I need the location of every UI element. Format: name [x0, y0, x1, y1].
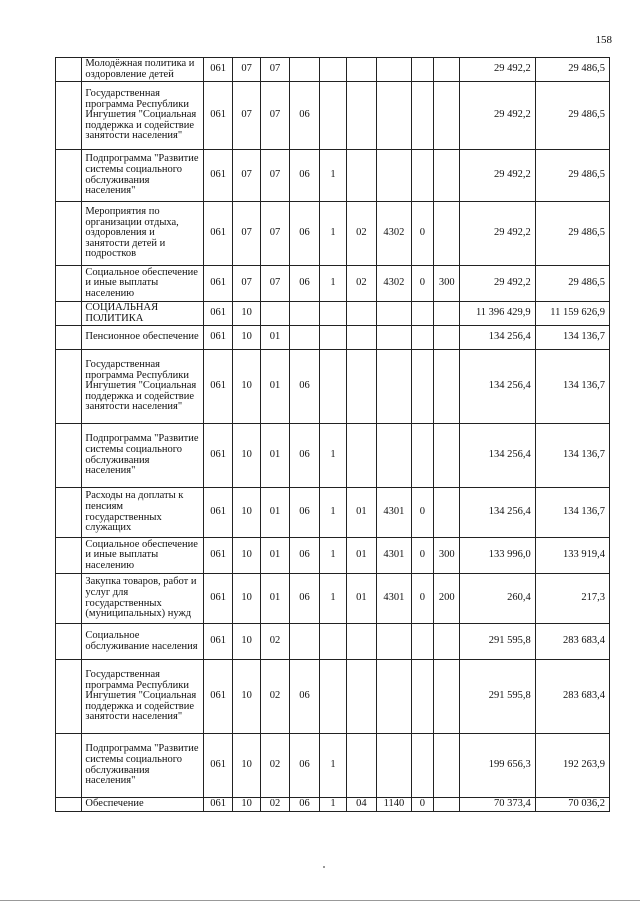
- code-section-cell: 10: [232, 538, 260, 574]
- code-section-cell: 10: [232, 660, 260, 734]
- code-direction-cell: [377, 350, 412, 424]
- code-ministry-cell: 061: [204, 58, 232, 82]
- amount-planned-cell: 29 492,2: [460, 150, 535, 202]
- amount-planned-cell: 11 396 429,9: [460, 302, 535, 326]
- amount-actual-cell: 134 136,7: [535, 326, 609, 350]
- code-subprogram-cell: [320, 350, 346, 424]
- amount-planned-cell: 29 492,2: [460, 266, 535, 302]
- code-ministry-cell: 061: [204, 734, 232, 798]
- code-ministry-cell: 061: [204, 624, 232, 660]
- code-activity-cell: [346, 424, 376, 488]
- code-section-cell: 10: [232, 302, 260, 326]
- table-row: [56, 798, 610, 812]
- code-subsection-cell: 01: [261, 488, 289, 538]
- amount-planned-cell: 134 256,4: [460, 326, 535, 350]
- amount-actual-cell: 70 036,2: [535, 798, 609, 812]
- code-direction-cell: [377, 624, 412, 660]
- code-subsection-cell: 01: [261, 350, 289, 424]
- code-program-cell: 06: [289, 150, 319, 202]
- row-margin-cell: [56, 302, 82, 326]
- code-section-cell: 10: [232, 488, 260, 538]
- code-activity-cell: [346, 326, 376, 350]
- code-expense-type-cell: [434, 150, 460, 202]
- amount-actual-cell: 134 136,7: [535, 424, 609, 488]
- code-direction-cell: [377, 424, 412, 488]
- code-program-cell: [289, 326, 319, 350]
- code-program-cell: [289, 624, 319, 660]
- code-expense-type-cell: [434, 734, 460, 798]
- budget-table: [55, 57, 610, 812]
- table-row: [56, 424, 610, 488]
- code-subprogram-cell: 1: [320, 574, 346, 624]
- amount-actual-cell: 29 486,5: [535, 150, 609, 202]
- code-ministry-cell: 061: [204, 82, 232, 150]
- amount-planned-cell: 29 492,2: [460, 82, 535, 150]
- row-margin-cell: [56, 326, 82, 350]
- code-section-cell: 10: [232, 798, 260, 812]
- code-ministry-cell: 061: [204, 424, 232, 488]
- code-extra-cell: [411, 424, 433, 488]
- code-direction-cell: [377, 734, 412, 798]
- table-row: [56, 350, 610, 424]
- item-name-cell: Социальное обеспечение и иные выплаты населению: [82, 266, 204, 302]
- code-ministry-cell: 061: [204, 266, 232, 302]
- code-activity-cell: [346, 624, 376, 660]
- table-row: [56, 538, 610, 574]
- code-extra-cell: 0: [411, 798, 433, 812]
- item-name-cell: Обеспечение: [82, 798, 204, 812]
- item-name-cell: Социальное обслуживание населения: [82, 624, 204, 660]
- amount-actual-cell: 133 919,4: [535, 538, 609, 574]
- code-extra-cell: 0: [411, 574, 433, 624]
- code-extra-cell: 0: [411, 266, 433, 302]
- code-ministry-cell: 061: [204, 350, 232, 424]
- code-expense-type-cell: [434, 202, 460, 266]
- code-expense-type-cell: [434, 326, 460, 350]
- code-section-cell: 07: [232, 58, 260, 82]
- code-direction-cell: 4302: [377, 266, 412, 302]
- code-ministry-cell: 061: [204, 488, 232, 538]
- row-margin-cell: [56, 82, 82, 150]
- code-program-cell: 06: [289, 82, 319, 150]
- table-row: [56, 302, 610, 326]
- code-subprogram-cell: [320, 82, 346, 150]
- code-subsection-cell: 01: [261, 538, 289, 574]
- code-extra-cell: [411, 302, 433, 326]
- row-margin-cell: [56, 798, 82, 812]
- code-program-cell: 06: [289, 350, 319, 424]
- code-section-cell: 10: [232, 350, 260, 424]
- item-name-cell: Расходы на доплаты к пенсиям государственных служащих: [82, 488, 204, 538]
- code-subprogram-cell: 1: [320, 424, 346, 488]
- amount-planned-cell: 199 656,3: [460, 734, 535, 798]
- table-row: [56, 150, 610, 202]
- code-ministry-cell: 061: [204, 326, 232, 350]
- code-activity-cell: 01: [346, 538, 376, 574]
- code-direction-cell: [377, 82, 412, 150]
- amount-actual-cell: 29 486,5: [535, 58, 609, 82]
- code-ministry-cell: 061: [204, 302, 232, 326]
- amount-planned-cell: 134 256,4: [460, 424, 535, 488]
- table-row: [56, 734, 610, 798]
- table-row: [56, 326, 610, 350]
- table-row: [56, 660, 610, 734]
- table-row: [56, 574, 610, 624]
- table-row: [56, 202, 610, 266]
- code-activity-cell: [346, 350, 376, 424]
- code-expense-type-cell: 300: [434, 538, 460, 574]
- table-row: [56, 58, 610, 82]
- code-activity-cell: [346, 734, 376, 798]
- code-extra-cell: [411, 350, 433, 424]
- row-margin-cell: [56, 624, 82, 660]
- table-body: [56, 58, 610, 812]
- code-subprogram-cell: 1: [320, 734, 346, 798]
- code-activity-cell: [346, 58, 376, 82]
- table-row: [56, 488, 610, 538]
- code-extra-cell: [411, 660, 433, 734]
- code-section-cell: 07: [232, 202, 260, 266]
- code-ministry-cell: 061: [204, 660, 232, 734]
- row-margin-cell: [56, 266, 82, 302]
- code-subprogram-cell: 1: [320, 488, 346, 538]
- code-extra-cell: [411, 150, 433, 202]
- code-subsection-cell: 02: [261, 798, 289, 812]
- row-margin-cell: [56, 58, 82, 82]
- item-name-cell: Государственная программа Республики Ингушетия "Социальная поддержка и содействие занятости населения": [82, 660, 204, 734]
- code-expense-type-cell: 300: [434, 266, 460, 302]
- code-program-cell: [289, 302, 319, 326]
- amount-actual-cell: 134 136,7: [535, 488, 609, 538]
- code-program-cell: 06: [289, 734, 319, 798]
- code-ministry-cell: 061: [204, 538, 232, 574]
- code-direction-cell: 4302: [377, 202, 412, 266]
- code-program-cell: 06: [289, 202, 319, 266]
- code-section-cell: 10: [232, 734, 260, 798]
- code-subsection-cell: 01: [261, 326, 289, 350]
- amount-actual-cell: 192 263,9: [535, 734, 609, 798]
- code-subprogram-cell: 1: [320, 150, 346, 202]
- code-subprogram-cell: [320, 58, 346, 82]
- code-subprogram-cell: [320, 660, 346, 734]
- item-name-cell: Подпрограмма "Развитие системы социального обслуживания населения": [82, 424, 204, 488]
- code-section-cell: 07: [232, 82, 260, 150]
- amount-planned-cell: 29 492,2: [460, 58, 535, 82]
- code-subsection-cell: 01: [261, 574, 289, 624]
- code-program-cell: 06: [289, 660, 319, 734]
- code-subsection-cell: 01: [261, 424, 289, 488]
- code-program-cell: 06: [289, 798, 319, 812]
- code-activity-cell: 04: [346, 798, 376, 812]
- code-subsection-cell: [261, 302, 289, 326]
- code-direction-cell: [377, 660, 412, 734]
- code-direction-cell: 4301: [377, 538, 412, 574]
- code-expense-type-cell: 200: [434, 574, 460, 624]
- code-program-cell: 06: [289, 574, 319, 624]
- item-name-cell: Социальное обеспечение и иные выплаты населению: [82, 538, 204, 574]
- code-extra-cell: [411, 82, 433, 150]
- code-expense-type-cell: [434, 58, 460, 82]
- amount-planned-cell: 70 373,4: [460, 798, 535, 812]
- code-section-cell: 10: [232, 624, 260, 660]
- code-ministry-cell: 061: [204, 574, 232, 624]
- row-margin-cell: [56, 150, 82, 202]
- code-program-cell: 06: [289, 266, 319, 302]
- code-program-cell: 06: [289, 538, 319, 574]
- amount-planned-cell: 133 996,0: [460, 538, 535, 574]
- code-section-cell: 10: [232, 326, 260, 350]
- code-subprogram-cell: 1: [320, 538, 346, 574]
- amount-actual-cell: 11 159 626,9: [535, 302, 609, 326]
- code-expense-type-cell: [434, 82, 460, 150]
- row-margin-cell: [56, 488, 82, 538]
- code-section-cell: 07: [232, 266, 260, 302]
- row-margin-cell: [56, 734, 82, 798]
- code-activity-cell: [346, 302, 376, 326]
- amount-planned-cell: 29 492,2: [460, 202, 535, 266]
- row-margin-cell: [56, 350, 82, 424]
- code-direction-cell: 4301: [377, 488, 412, 538]
- code-subsection-cell: 07: [261, 150, 289, 202]
- code-subprogram-cell: 1: [320, 266, 346, 302]
- code-direction-cell: [377, 302, 412, 326]
- amount-planned-cell: 291 595,8: [460, 624, 535, 660]
- code-extra-cell: [411, 326, 433, 350]
- code-subsection-cell: 07: [261, 58, 289, 82]
- row-margin-cell: [56, 574, 82, 624]
- code-subsection-cell: 07: [261, 82, 289, 150]
- amount-actual-cell: 283 683,4: [535, 624, 609, 660]
- code-subsection-cell: 07: [261, 202, 289, 266]
- code-expense-type-cell: [434, 798, 460, 812]
- item-name-cell: Мероприятия по организации отдыха, оздоровления и занятости детей и подростков: [82, 202, 204, 266]
- row-margin-cell: [56, 538, 82, 574]
- code-direction-cell: [377, 150, 412, 202]
- amount-actual-cell: 29 486,5: [535, 202, 609, 266]
- code-extra-cell: 0: [411, 488, 433, 538]
- code-extra-cell: [411, 624, 433, 660]
- code-expense-type-cell: [434, 302, 460, 326]
- amount-actual-cell: 29 486,5: [535, 266, 609, 302]
- code-activity-cell: 02: [346, 266, 376, 302]
- code-expense-type-cell: [434, 660, 460, 734]
- item-name-cell: Подпрограмма "Развитие системы социального обслуживания населения": [82, 150, 204, 202]
- amount-planned-cell: 260,4: [460, 574, 535, 624]
- code-activity-cell: 01: [346, 574, 376, 624]
- code-activity-cell: 01: [346, 488, 376, 538]
- item-name-cell: Государственная программа Республики Ингушетия "Социальная поддержка и содействие занятости населения": [82, 82, 204, 150]
- code-activity-cell: 02: [346, 202, 376, 266]
- code-program-cell: 06: [289, 488, 319, 538]
- code-subprogram-cell: 1: [320, 202, 346, 266]
- code-activity-cell: [346, 82, 376, 150]
- code-subsection-cell: 02: [261, 624, 289, 660]
- scan-speck: [323, 866, 325, 868]
- code-ministry-cell: 061: [204, 798, 232, 812]
- code-ministry-cell: 061: [204, 150, 232, 202]
- scan-edge-line: [0, 900, 640, 901]
- code-subsection-cell: 02: [261, 734, 289, 798]
- code-subprogram-cell: [320, 326, 346, 350]
- amount-planned-cell: 134 256,4: [460, 350, 535, 424]
- code-subprogram-cell: 1: [320, 798, 346, 812]
- code-expense-type-cell: [434, 424, 460, 488]
- code-section-cell: 10: [232, 424, 260, 488]
- row-margin-cell: [56, 660, 82, 734]
- amount-planned-cell: 134 256,4: [460, 488, 535, 538]
- code-expense-type-cell: [434, 488, 460, 538]
- code-direction-cell: [377, 326, 412, 350]
- item-name-cell: Закупка товаров, работ и услуг для государственных (муниципальных) нужд: [82, 574, 204, 624]
- code-program-cell: [289, 58, 319, 82]
- code-section-cell: 07: [232, 150, 260, 202]
- row-margin-cell: [56, 424, 82, 488]
- code-direction-cell: 4301: [377, 574, 412, 624]
- amount-actual-cell: 134 136,7: [535, 350, 609, 424]
- item-name-cell: Молодёжная политика и оздоровление детей: [82, 58, 204, 82]
- code-subsection-cell: 07: [261, 266, 289, 302]
- item-name-cell: Пенсионное обеспечение: [82, 326, 204, 350]
- code-subsection-cell: 02: [261, 660, 289, 734]
- code-extra-cell: [411, 58, 433, 82]
- code-program-cell: 06: [289, 424, 319, 488]
- code-direction-cell: 1140: [377, 798, 412, 812]
- item-name-cell: Подпрограмма "Развитие системы социального обслуживания населения": [82, 734, 204, 798]
- code-extra-cell: 0: [411, 202, 433, 266]
- code-extra-cell: 0: [411, 538, 433, 574]
- code-activity-cell: [346, 150, 376, 202]
- code-subprogram-cell: [320, 302, 346, 326]
- table-row: [56, 624, 610, 660]
- table-row: [56, 266, 610, 302]
- page-number: 158: [595, 34, 612, 46]
- amount-actual-cell: 217,3: [535, 574, 609, 624]
- code-ministry-cell: 061: [204, 202, 232, 266]
- table-row: [56, 82, 610, 150]
- code-section-cell: 10: [232, 574, 260, 624]
- item-name-cell: СОЦИАЛЬНАЯ ПОЛИТИКА: [82, 302, 204, 326]
- row-margin-cell: [56, 202, 82, 266]
- item-name-cell: Государственная программа Республики Ингушетия "Социальная поддержка и содействие занятости населения": [82, 350, 204, 424]
- code-direction-cell: [377, 58, 412, 82]
- amount-actual-cell: 29 486,5: [535, 82, 609, 150]
- amount-actual-cell: 283 683,4: [535, 660, 609, 734]
- code-expense-type-cell: [434, 350, 460, 424]
- code-expense-type-cell: [434, 624, 460, 660]
- code-subprogram-cell: [320, 624, 346, 660]
- code-activity-cell: [346, 660, 376, 734]
- code-extra-cell: [411, 734, 433, 798]
- amount-planned-cell: 291 595,8: [460, 660, 535, 734]
